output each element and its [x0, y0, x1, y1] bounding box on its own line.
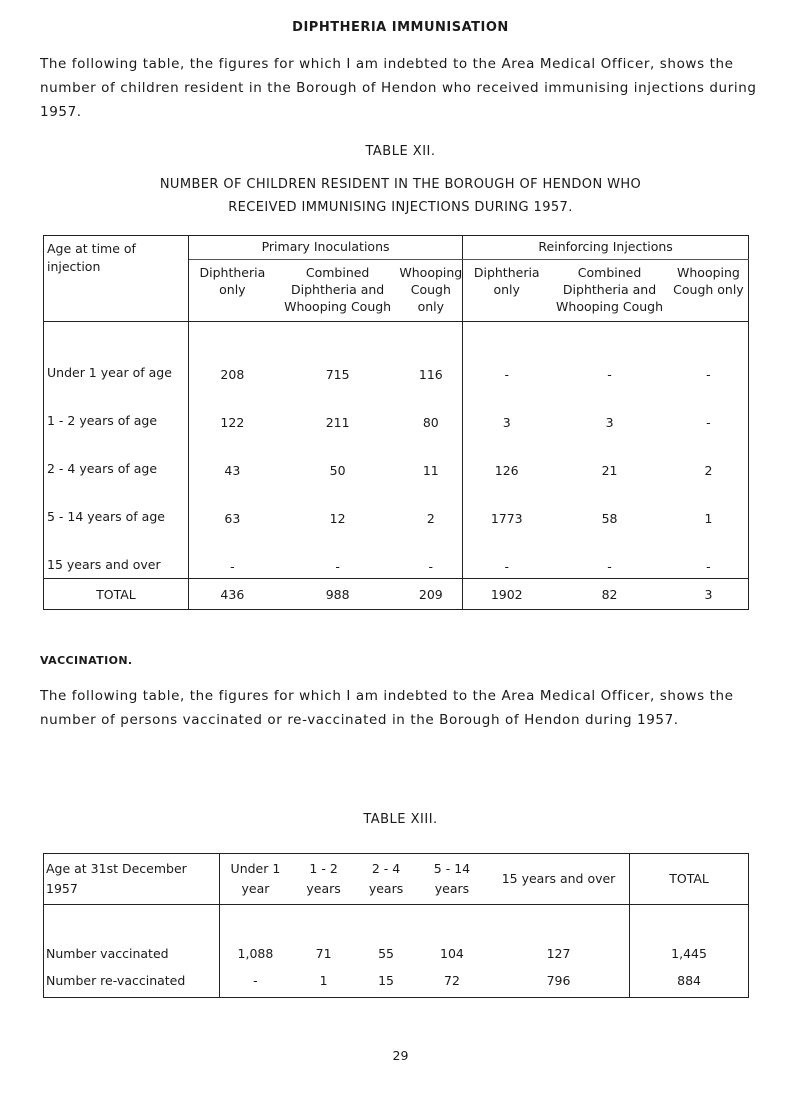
table-row: [44, 963, 749, 998]
table-13-column-header: 5 - 14 years: [416, 854, 488, 905]
cell-value: 58: [601, 511, 618, 526]
cell-value: 50: [329, 463, 346, 478]
table-total-row: [44, 579, 749, 610]
table-12-title: [0, 173, 801, 219]
section-heading-diphtheria: DIPHTHERIA IMMUNISATION: [292, 20, 509, 35]
table-row: [44, 482, 749, 530]
cell-value: -: [504, 367, 509, 382]
total-value: 209: [399, 579, 462, 610]
table-row: [44, 386, 749, 434]
table-row: [44, 905, 749, 964]
cell-value: 796: [488, 963, 630, 998]
cell-value: 116: [399, 322, 462, 387]
row-label: Number re-vaccinated: [44, 963, 220, 998]
table-row: [44, 322, 749, 387]
cell-value: 72: [444, 972, 460, 988]
cell-value: 15: [378, 972, 394, 988]
table-12-subheader: Diphtheria only: [188, 260, 275, 322]
table-13: [43, 853, 749, 998]
cell-value: 11: [399, 434, 462, 482]
row-label: 2 - 4 years of age: [44, 434, 189, 482]
cell-value: 715: [325, 367, 350, 382]
cell-value: 3: [605, 415, 614, 430]
cell-value: 2: [704, 463, 713, 478]
table-12-age-header: Age at time of injection: [44, 236, 189, 322]
cell-value: 122: [220, 415, 245, 430]
table-12-label: TABLE XII.: [365, 144, 436, 159]
cell-value: -: [706, 415, 711, 430]
cell-value: -: [399, 530, 462, 579]
cell-value: 80: [399, 386, 462, 434]
table-12-subheader: Whooping Cough only: [669, 260, 749, 322]
cell-value: 211: [325, 415, 350, 430]
table-13-total-header: TOTAL: [630, 854, 749, 905]
total-value: 988: [325, 586, 350, 602]
table-12-title-line1: NUMBER OF CHILDREN RESIDENT IN THE BOROUGH OF HENDON WHO: [159, 177, 642, 192]
cell-value: 1: [319, 972, 328, 988]
cell-value: 126: [494, 463, 519, 478]
table-13-label: TABLE XIII.: [363, 812, 438, 827]
total-label: TOTAL: [44, 579, 189, 610]
total-value: 436: [220, 586, 245, 602]
table-row: [44, 530, 749, 579]
cell-value: 12: [329, 511, 346, 526]
cell-value: -: [550, 530, 669, 579]
page-number: 29: [392, 1048, 409, 1063]
total-value: 82: [601, 586, 618, 602]
table-12-subheader: Diphtheria only: [463, 260, 550, 322]
row-label: Under 1 year of age: [44, 322, 189, 387]
cell-value: 21: [601, 463, 618, 478]
intro-paragraph-diphtheria: The following table, the figures for which I am indebted to the Area Medical Officer, shows the number of children resident in the Borough of Hendon who received immunising injections during 1957.: [40, 56, 757, 120]
table-12: [43, 235, 749, 610]
cell-value: -: [607, 367, 612, 382]
intro-paragraph-vaccination: The following table, the figures for which I am indebted to the Area Medical Officer, shows the number of persons vaccinated or re-vaccinated in the Borough of Hendon during 1957.: [40, 688, 734, 728]
cell-value: -: [706, 367, 711, 382]
row-label: Number vaccinated: [44, 905, 220, 964]
cell-value: 104: [440, 946, 464, 961]
row-label: 1 - 2 years of age: [44, 386, 189, 434]
cell-value: 208: [220, 367, 245, 382]
total-value: 3: [704, 586, 713, 602]
table-12-group-primary: Primary Inoculations: [188, 236, 462, 260]
table-13-age-header: Age at 31st December 1957: [44, 854, 220, 905]
table-13-column-header: Under 1 year: [219, 854, 291, 905]
cell-value: -: [463, 530, 550, 579]
section-heading-vaccination: VACCINATION.: [40, 654, 133, 667]
cell-value: 127: [488, 905, 630, 964]
cell-value: -: [669, 530, 749, 579]
cell-value: 63: [224, 511, 241, 526]
cell-value: -: [276, 530, 400, 579]
cell-value: 3: [502, 415, 511, 430]
table-13-column-header: 15 years and over: [488, 854, 630, 905]
table-12-subheader: Combined Diphtheria and Whooping Cough: [276, 260, 400, 322]
table-12-group-reinforcing: Reinforcing Injections: [463, 236, 749, 260]
table-row: [44, 434, 749, 482]
cell-value: 1: [704, 511, 713, 526]
cell-value: -: [188, 530, 275, 579]
cell-value: 2: [399, 482, 462, 530]
total-value: 1,445: [671, 946, 707, 961]
row-label: 15 years and over: [44, 530, 189, 579]
cell-value: 1,088: [237, 946, 274, 961]
table-12-title-line2: RECEIVED IMMUNISING INJECTIONS DURING 1957.: [228, 200, 573, 215]
cell-value: 1773: [490, 511, 523, 526]
cell-value: -: [253, 972, 258, 988]
cell-value: 43: [224, 463, 241, 478]
row-label: 5 - 14 years of age: [44, 482, 189, 530]
cell-value: 71: [315, 946, 332, 961]
table-13-column-header: 1 - 2 years: [291, 854, 356, 905]
table-13-column-header: 2 - 4 years: [356, 854, 416, 905]
total-value: 884: [677, 972, 701, 988]
total-value: 1902: [490, 586, 523, 602]
table-12-subheader: Combined Diphtheria and Whooping Cough: [550, 260, 669, 322]
table-12-subheader: Whooping Cough only: [399, 260, 462, 322]
cell-value: 55: [378, 946, 394, 961]
